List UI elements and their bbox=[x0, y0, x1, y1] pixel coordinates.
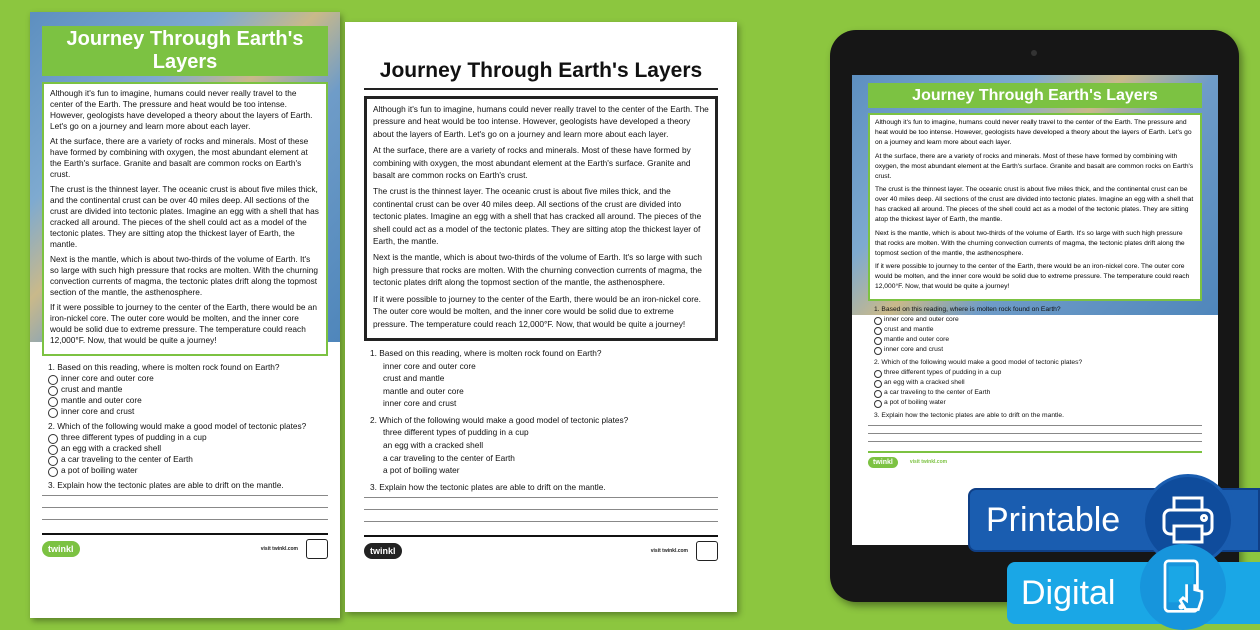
footer bbox=[868, 451, 1202, 468]
tablet-touch-icon bbox=[1140, 544, 1226, 630]
question bbox=[874, 411, 1202, 421]
answer-option: a car traveling to the center of Earth bbox=[383, 452, 515, 463]
quality-badge-icon bbox=[306, 539, 328, 559]
answer-option: inner core and outer core bbox=[383, 360, 476, 371]
question-text: 3. Explain how the tectonic plates are able to drift on the mantle. bbox=[48, 480, 284, 490]
reading-paragraph: If it were possible to journey to the center of the Earth, there would be an iron-nickel core. The outer core would be molten, and the inner core would be solid due to extreme pressure. The temperature could reach 12,000°F. Now, that would be quite a journey! bbox=[50, 302, 318, 345]
answer-option: inner core and crust bbox=[383, 398, 457, 409]
twinkl-logo: twinkl bbox=[42, 541, 80, 557]
answer-option[interactable]: crust and mantle bbox=[874, 325, 1202, 335]
printable-worksheet-color bbox=[30, 12, 340, 618]
visit-link: visit twinkl.com bbox=[260, 546, 298, 552]
digital-worksheet-screen bbox=[852, 75, 1218, 545]
reading-paragraph: If it were possible to journey to the center of the Earth, there would be an iron-nickel core. The outer core would be molten, and the inner core would be solid due to extreme pressure. The temperature could reach 12,000°F. Now, that would be quite a journey! bbox=[875, 263, 1190, 290]
reading-paragraph: Although it's fun to imagine, humans could never really travel to the center of the Earth. The pressure and heat would be too intense. However, geologists have developed a theory about the layers of Earth. Let's go on a journey and learn more about each layer. bbox=[373, 104, 709, 139]
answer-option[interactable]: three different types of pudding in a cup bbox=[874, 368, 1202, 378]
reading-paragraph: At the surface, there are a variety of rocks and minerals. Most of these have formed by combining with oxygen, the most abundant element at the Earth's surface. Granite and basalt are common rocks on Earth's crust. bbox=[50, 136, 309, 179]
answer-lines bbox=[364, 497, 718, 533]
reading-passage bbox=[364, 96, 718, 341]
question bbox=[370, 414, 718, 477]
reading-paragraph: At the surface, there are a variety of rocks and minerals. Most of these have formed by combining with oxygen, the most abundant element at the Earth's surface. Granite and basalt are common rocks on Earth's crust. bbox=[875, 152, 1194, 180]
reading-paragraph: Next is the mantle, which is about two-thirds of the volume of Earth. It's so large with such high pressure that rocks are molten. With the churning convection currents of magma, the tectonic plates drift along the topmost section of the mantle, the asthenosphere. bbox=[875, 229, 1185, 257]
worksheet-title: Journey Through Earth's Layers bbox=[868, 83, 1202, 108]
question-text: 2. Which of the following would make a good model of tectonic plates? bbox=[48, 421, 307, 431]
answer-option: inner core and outer core bbox=[48, 373, 328, 384]
visit-link: visit twinkl.com bbox=[909, 459, 948, 465]
reading-passage bbox=[868, 113, 1202, 301]
reading-paragraph: At the surface, there are a variety of rocks and minerals. Most of these have formed by combining with oxygen, the most abundant element at the Earth's surface. Granite and basalt are common rocks on Earth's crust. bbox=[373, 145, 691, 181]
answer-lines bbox=[868, 425, 1202, 449]
answer-option: three different types of pudding in a cup bbox=[383, 427, 529, 438]
camera-icon bbox=[1031, 50, 1037, 56]
worksheet-title: Journey Through Earth's Layers bbox=[42, 26, 328, 76]
answer-option: an egg with a cracked shell bbox=[48, 443, 328, 454]
reading-passage bbox=[42, 82, 328, 356]
answer-option[interactable]: a pot of boiling water bbox=[874, 398, 1202, 408]
footer bbox=[364, 535, 718, 561]
worksheet-title: Journey Through Earth's Layers bbox=[364, 58, 718, 90]
answer-option: mantle and outer core bbox=[383, 385, 464, 396]
questions bbox=[42, 362, 328, 491]
reading-paragraph: Next is the mantle, which is about two-thirds of the volume of Earth. It's so large with such high pressure that rocks are molten. With the churning convection currents of magma, the tectonic plates drift along the topmost section of the mantle, the asthenosphere. bbox=[50, 254, 318, 297]
answer-option: three different types of pudding in a cup bbox=[48, 432, 328, 443]
question-text: 2. Which of the following would make a good model of tectonic plates? bbox=[874, 358, 1083, 366]
questions bbox=[868, 305, 1202, 421]
reading-paragraph: The crust is the thinnest layer. The oceanic crust is about five miles thick, and the continental crust can be over 40 miles deep. All sections of the crust are divided into tectonic plates. Imagine an egg with a shell that has cracked all around. The pieces of the shell could act as a model of the tectonic plates. They are sitting atop the thickest layer of Earth, the mantle. bbox=[50, 184, 319, 249]
quality-badge-icon bbox=[696, 541, 718, 561]
question bbox=[48, 421, 328, 476]
questions bbox=[364, 347, 718, 494]
answer-option[interactable]: inner core and outer core bbox=[874, 315, 1202, 325]
printable-label: Printable bbox=[986, 500, 1121, 539]
question-text: 3. Explain how the tectonic plates are able to drift on the mantle. bbox=[874, 411, 1064, 419]
twinkl-logo: twinkl bbox=[868, 457, 898, 468]
answer-option[interactable]: an egg with a cracked shell bbox=[874, 378, 1202, 388]
answer-option[interactable]: inner core and crust bbox=[874, 345, 1202, 355]
answer-option[interactable]: a car traveling to the center of Earth bbox=[874, 388, 1202, 398]
answer-lines bbox=[42, 495, 328, 531]
worksheet-content bbox=[345, 22, 737, 561]
digital-label: Digital bbox=[1021, 573, 1116, 612]
printable-worksheet-bw bbox=[345, 22, 737, 612]
worksheet-content bbox=[852, 75, 1218, 468]
reading-paragraph: Although it's fun to imagine, humans could never really travel to the center of the Earth. The pressure and heat would be too intense. However, geologists have developed a theory about the layers of Earth. Let's go on a journey and learn more about each layer. bbox=[875, 119, 1192, 146]
visit-link: visit twinkl.com bbox=[650, 548, 688, 555]
question-text: 1. Based on this reading, where is molten rock found on Earth? bbox=[48, 362, 280, 372]
answer-option: crust and mantle bbox=[383, 373, 445, 384]
question bbox=[48, 480, 328, 491]
question bbox=[48, 362, 328, 417]
answer-option: inner core and crust bbox=[48, 406, 328, 417]
reading-paragraph: If it were possible to journey to the center of the Earth, there would be an iron-nickel core. The outer core would be molten, and the inner core would be solid due to extreme pressure. The temperature could reach 12,000°F. Now, that would be quite a journey! bbox=[373, 293, 701, 329]
answer-option: a pot of boiling water bbox=[383, 465, 460, 476]
question-text: 3. Explain how the tectonic plates are able to drift on the mantle. bbox=[370, 481, 606, 492]
answer-option: crust and mantle bbox=[48, 384, 328, 395]
footer bbox=[42, 533, 328, 559]
question bbox=[370, 347, 718, 410]
reading-paragraph: The crust is the thinnest layer. The oceanic crust is about five miles thick, and the continental crust can be over 40 miles deep. All sections of the crust are divided into tectonic plates. Imagine an egg with a shell that has cracked all around. The pieces of the shell could act as a model of the tectonic plates. They are sitting atop the thickest layer of Earth, the mantle. bbox=[373, 186, 702, 247]
answer-option: an egg with a cracked shell bbox=[383, 440, 484, 451]
answer-option[interactable]: mantle and outer core bbox=[874, 335, 1202, 345]
reading-paragraph: Next is the mantle, which is about two-thirds of the volume of Earth. It's so large with such high pressure that rocks are molten. With the churning convection currents of magma, the tectonic plates drift along the topmost section of the mantle, the asthenosphere. bbox=[373, 252, 702, 288]
reading-paragraph: The crust is the thinnest layer. The oceanic crust is about five miles thick, and the continental crust can be over 40 miles deep. All sections of the crust are divided into tectonic plates. Imagine an egg with a shell that has cracked all around. The pieces of the shell could act as a model of the tectonic plates. They are sitting atop the thickest layer of Earth, the mantle. bbox=[875, 186, 1194, 223]
question bbox=[370, 481, 718, 494]
question-text: 2. Which of the following would make a good model of tectonic plates? bbox=[370, 414, 629, 425]
reading-paragraph: Although it's fun to imagine, humans could never really travel to the center of the Earth. The pressure and heat would be too intense. However, geologists have developed a theory about the layers of Earth. Let's go on a journey and learn more about each layer. bbox=[50, 88, 313, 131]
question bbox=[874, 305, 1202, 355]
answer-option: mantle and outer core bbox=[48, 395, 328, 406]
question-text: 1. Based on this reading, where is molten rock found on Earth? bbox=[370, 347, 602, 358]
worksheet-content bbox=[30, 12, 340, 559]
answer-option: a car traveling to the center of Earth bbox=[48, 454, 328, 465]
answer-option: a pot of boiling water bbox=[48, 465, 328, 476]
question-text: 1. Based on this reading, where is molten rock found on Earth? bbox=[874, 305, 1061, 313]
question bbox=[874, 358, 1202, 408]
twinkl-logo: twinkl bbox=[364, 543, 402, 559]
